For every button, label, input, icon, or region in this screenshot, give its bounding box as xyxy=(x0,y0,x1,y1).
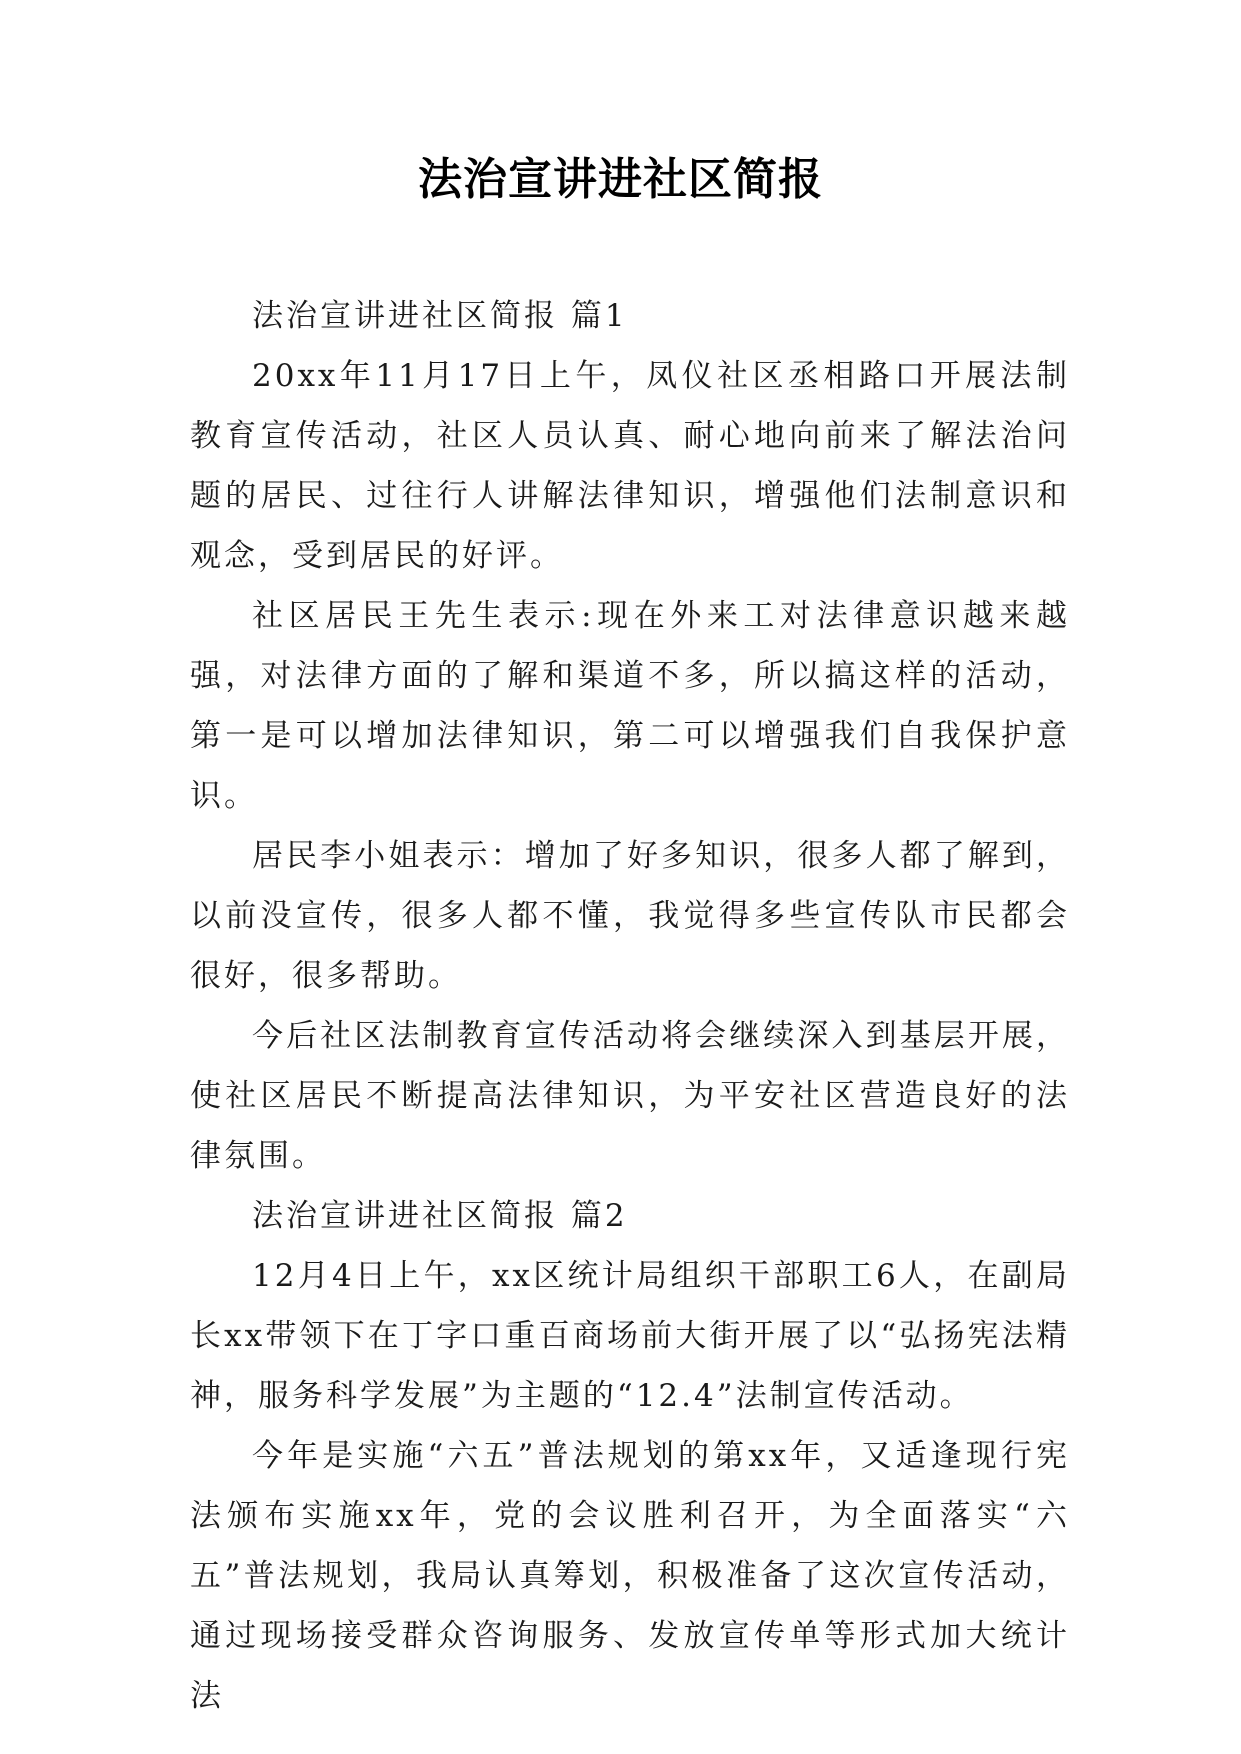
section-heading: 法治宣讲进社区简报 篇1 xyxy=(252,298,628,334)
paragraph: 社区居民王先生表示:现在外来工对法律意识越来越强，对法律方面的了解和渠道不多，所以搞这样的活动，第一是可以增加法律知识，第二可以增强我们自我保护意识。 xyxy=(190,598,1070,814)
document-title: 法治宣讲进社区简报 xyxy=(418,154,823,205)
paragraph: 居民李小姐表示：增加了好多知识，很多人都了解到，以前没宣传，很多人都不懂，我觉得多些宣传队市民都会很好，很多帮助。 xyxy=(190,838,1070,994)
paragraph: 20xx年11月17日上午，凤仪社区丞相路口开展法制教育宣传活动，社区人员认真、耐心地向前来了解法治问题的居民、过往行人讲解法律知识，增强他们法制意识和观念，受到居民的好评。 xyxy=(190,358,1070,574)
document-body xyxy=(190,286,1070,1726)
paragraph: 12月4日上午，xx区统计局组织干部职工6人，在副局长xx带领下在丁字口重百商场前大街开展了以“弘扬宪法精神，服务科学发展”为主题的“12.4”法制宣传活动。 xyxy=(190,1258,1070,1414)
paragraph: 今年是实施“六五”普法规划的第xx年，又适逢现行宪法颁布实施xx年，党的会议胜利召开，为全面落实“六五”普法规划，我局认真筹划，积极准备了这次宣传活动，通过现场接受群众咨询服务、发放宣传单等形式加大统计法 xyxy=(190,1438,1070,1714)
section-heading: 法治宣讲进社区简报 篇2 xyxy=(252,1198,628,1234)
paragraph: 今后社区法制教育宣传活动将会继续深入到基层开展，使社区居民不断提高法律知识，为平安社区营造良好的法律氛围。 xyxy=(190,1018,1070,1174)
